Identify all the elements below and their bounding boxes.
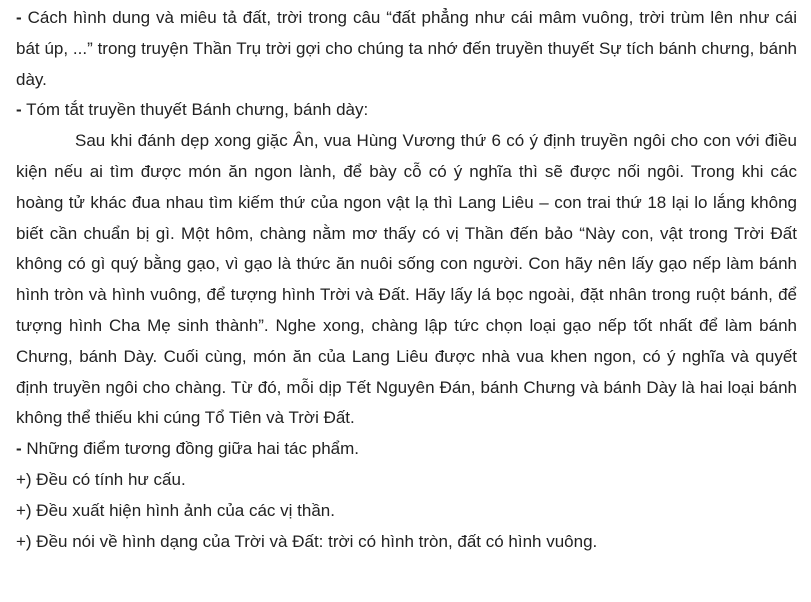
paragraph-text: Tóm tắt truyền thuyết Bánh chưng, bánh dày: [21, 100, 369, 120]
intro-paragraph [16, 3, 797, 95]
summary-heading [16, 95, 797, 126]
paragraph-text: +) Đều nói về hình dạng của Trời và Đất: trời có hình tròn, đất có hình vuông. [16, 531, 598, 551]
bullet-dash: - [16, 439, 22, 459]
paragraph-text: Những điểm tương đồng giữa hai tác phẩm. [21, 439, 359, 459]
bullet-dash: - [16, 100, 22, 120]
paragraph-text: Sau khi đánh dẹp xong giặc Ân, vua Hùng Vương thứ 6 có ý định truyền ngôi cho con với điều kiện nếu ai tìm được món ăn ngon lành, để bày cỗ có ý nghĩa thì sẽ được nối ngôi. Trong khi các hoàng tử khác đua nhau tìm kiếm thứ của ngon vật lạ thì Lang Liêu – con trai thứ 18 lại lo lắng không biết cần chuẩn bị gì. Một hôm, chàng nằm mơ thấy có vị Thần đến bảo “Này con, vật trong Trời Đất không có gì quý bằng gạo, vì gạo là thức ăn nuôi sống con người. Con hãy nên lấy gạo nếp làm bánh hình tròn và hình vuông, để tượng hình Trời và Đất. Hãy lấy lá bọc ngoài, đặt nhân trong ruột bánh, để tượng hình Cha Mẹ sinh thành”. Nghe xong, chàng lập tức chọn loại gạo nếp tốt nhất để làm bánh Chưng, bánh Dày. Cuối cùng, món ăn của Lang Liêu được nhà vua khen ngon, có ý nghĩa và quyết định truyền ngôi cho chàng. Từ đó, mỗi dịp Tết Nguyên Đán, bánh Chưng và bánh Dày là hai loại bánh không thể thiếu khi cúng Tổ Tiên và Trời Đất. [16, 131, 797, 428]
paragraph-text: Cách hình dung và miêu tả đất, trời trong câu “đất phẳng như cái mâm vuông, trời trùm lên như cái bát úp, ...” trong truyện Thần Trụ trời gợi cho chúng ta nhớ đến truyền thuyết Sự tích bánh chưng, bánh dày. [16, 8, 797, 89]
similarity-item [16, 465, 797, 496]
similarities-heading [16, 434, 797, 465]
similarity-item [16, 527, 797, 558]
paragraph-text: +) Đều có tính hư cấu. [16, 469, 186, 489]
bullet-dash: - [16, 8, 22, 27]
similarity-item [16, 496, 797, 527]
summary-paragraph [16, 126, 797, 434]
paragraph-text: +) Đều xuất hiện hình ảnh của các vị thần. [16, 500, 335, 520]
